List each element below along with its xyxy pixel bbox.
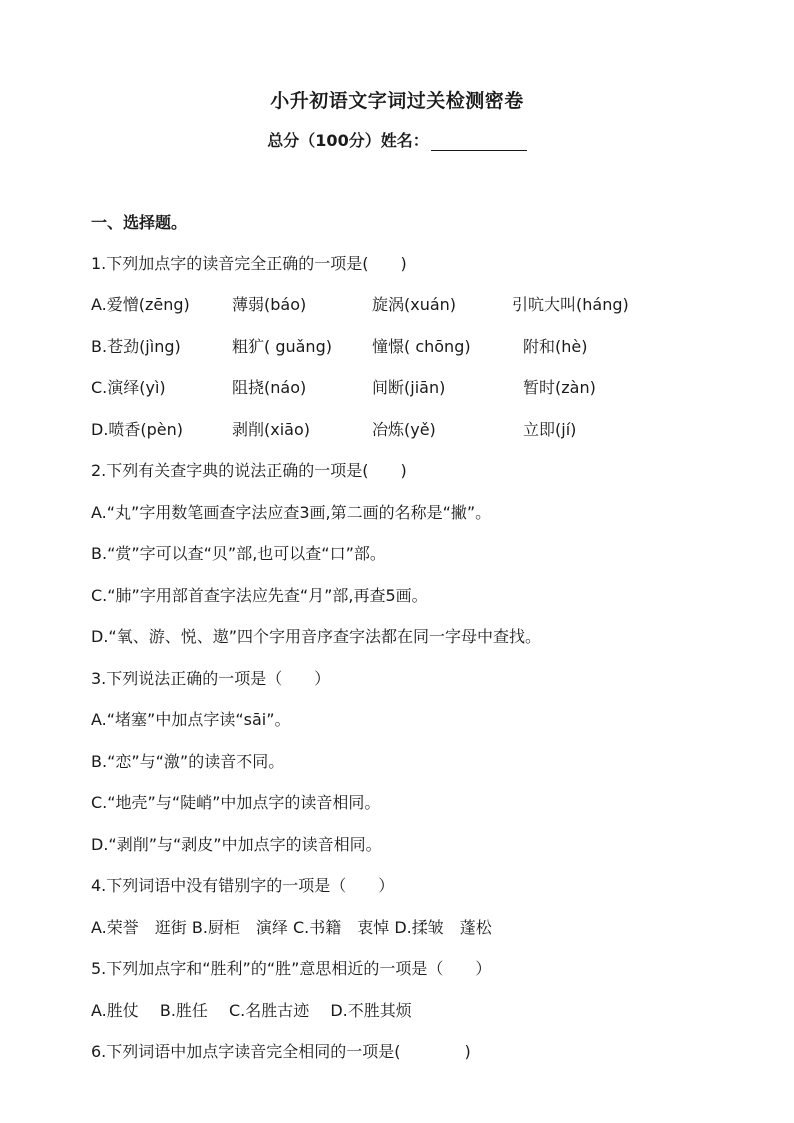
q1-c-item-3: 间断(jiān)	[372, 378, 446, 397]
q1-a-item-4: 引吭大叫(háng)	[512, 295, 629, 314]
q1-d-item-1: D.喷香(pèn)	[91, 420, 184, 439]
question-4-stem: 4.下列词语中没有错别字的一项是（ ）	[91, 876, 395, 895]
q1-a-item-1: A.爱憎(zēng)	[91, 295, 190, 314]
q2-option-a: A.“丸”字用数笔画查字法应查3画,第二画的名称是“撇”。	[91, 503, 492, 522]
question-5-stem: 5.下列加点字和“胜利”的“胜”意思相近的一项是（ ）	[91, 959, 492, 978]
score-label: 总分（100分）姓名：	[267, 131, 429, 150]
q1-c-item-4: 暂时(zàn)	[523, 378, 596, 397]
q1-b-item-1: B.苍劲(jìng)	[91, 337, 181, 356]
name-blank-field[interactable]	[431, 134, 527, 151]
q2-option-b: B.“赏”字可以查“贝”部,也可以查“口”部。	[91, 544, 386, 563]
question-6-stem: 6.下列词语中加点字读音完全相同的一项是( )	[91, 1042, 471, 1061]
q3-option-d: D.“剥削”与“剥皮”中加点字的读音相同。	[91, 835, 382, 854]
q1-a-item-3: 旋涡(xuán)	[372, 295, 457, 314]
q1-b-item-2: 粗犷( guǎng)	[232, 337, 332, 356]
question-1-stem: 1.下列加点字的读音完全正确的一项是( )	[91, 254, 407, 273]
q2-option-c: C.“肺”字用部首查字法应先查“月”部,再查5画。	[91, 586, 428, 605]
page-title: 小升初语文字词过关检测密卷	[270, 90, 524, 112]
q3-option-a: A.“堵塞”中加点字读“sāi”。	[91, 710, 291, 729]
question-2-stem: 2.下列有关查字典的说法正确的一项是( )	[91, 461, 407, 480]
q1-c-item-1: C.演绎(yì)	[91, 378, 166, 397]
q1-d-item-2: 剥削(xiāo)	[232, 420, 310, 439]
q3-option-b: B.“恋”与“激”的读音不同。	[91, 752, 285, 771]
q4-options: A.荣誉 逛街 B.厨柜 演绎 C.书籍 衷悼 D.揉皱 蓬松	[91, 918, 492, 937]
q2-option-d: D.“氧、游、悦、遨”四个字用音序查字法都在同一字母中查找。	[91, 627, 541, 646]
score-name-line	[0, 128, 794, 151]
q5-options: A.胜仗 B.胜任 C.名胜古迹 D.不胜其烦	[91, 1001, 412, 1020]
question-3-stem: 3.下列说法正确的一项是（ ）	[91, 669, 331, 688]
q1-a-item-2: 薄弱(báo)	[232, 295, 307, 314]
q1-d-item-4: 立即(jí)	[523, 420, 577, 439]
q3-option-c: C.“地壳”与“陡峭”中加点字的读音相同。	[91, 793, 381, 812]
q1-b-item-3: 憧憬( chōng)	[372, 337, 471, 356]
q1-d-item-3: 冶炼(yě)	[372, 420, 436, 439]
q1-c-item-2: 阻挠(náo)	[232, 378, 307, 397]
q1-b-item-4: 附和(hè)	[523, 337, 588, 356]
section-heading: 一、选择题。	[91, 213, 188, 232]
